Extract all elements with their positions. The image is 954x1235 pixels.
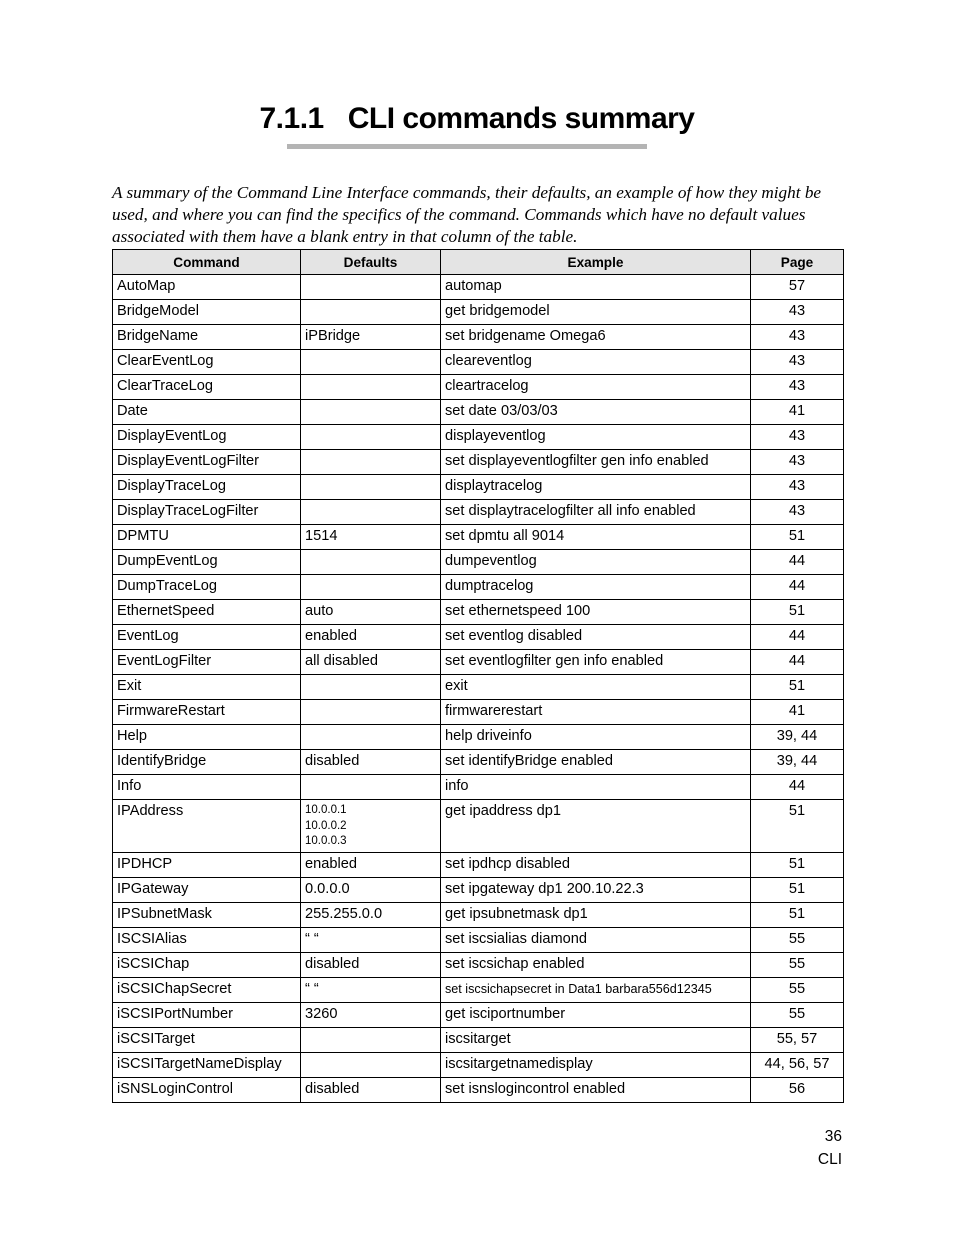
cell-defaults: all disabled bbox=[301, 650, 441, 675]
cell-example: set identifyBridge enabled bbox=[441, 750, 751, 775]
cell-command: BridgeModel bbox=[113, 300, 301, 325]
cell-page: 51 bbox=[751, 525, 844, 550]
cell-defaults bbox=[301, 575, 441, 600]
cell-defaults bbox=[301, 700, 441, 725]
table-row bbox=[113, 700, 844, 725]
cell-command: Info bbox=[113, 775, 301, 800]
cell-defaults bbox=[301, 475, 441, 500]
table-row bbox=[113, 475, 844, 500]
cell-defaults bbox=[301, 450, 441, 475]
cell-defaults bbox=[301, 800, 441, 853]
cell-defaults: enabled bbox=[301, 625, 441, 650]
cell-page: 41 bbox=[751, 400, 844, 425]
table-row bbox=[113, 1078, 844, 1103]
cli-commands-table bbox=[112, 249, 844, 1103]
cell-defaults: disabled bbox=[301, 953, 441, 978]
cell-command: Date bbox=[113, 400, 301, 425]
cell-page: 44 bbox=[751, 775, 844, 800]
table-row bbox=[113, 1028, 844, 1053]
cell-command: DPMTU bbox=[113, 525, 301, 550]
cell-command: IPDHCP bbox=[113, 853, 301, 878]
table-row bbox=[113, 450, 844, 475]
table-row bbox=[113, 903, 844, 928]
cell-example: iscsitarget bbox=[441, 1028, 751, 1053]
table-row bbox=[113, 600, 844, 625]
cell-example: set isnslogincontrol enabled bbox=[441, 1078, 751, 1103]
table-row bbox=[113, 1003, 844, 1028]
table-row bbox=[113, 275, 844, 300]
cell-defaults: disabled bbox=[301, 750, 441, 775]
defaults-line: 10.0.0.1 bbox=[305, 804, 347, 816]
heading-title: CLI commands summary bbox=[347, 102, 695, 135]
table-row bbox=[113, 928, 844, 953]
cell-example: set displaytracelogfilter all info enabled bbox=[441, 500, 751, 525]
cell-command: iSCSIChap bbox=[113, 953, 301, 978]
cell-example: get ipaddress dp1 bbox=[441, 800, 751, 853]
cell-command: DumpEventLog bbox=[113, 550, 301, 575]
cell-defaults bbox=[301, 725, 441, 750]
table-row bbox=[113, 525, 844, 550]
cell-defaults: auto bbox=[301, 600, 441, 625]
table-row bbox=[113, 800, 844, 853]
cell-command: iSNSLoginControl bbox=[113, 1078, 301, 1103]
cell-page: 39, 44 bbox=[751, 725, 844, 750]
cell-page: 55, 57 bbox=[751, 1028, 844, 1053]
cell-page: 51 bbox=[751, 878, 844, 903]
cell-command: ISCSIAlias bbox=[113, 928, 301, 953]
cell-defaults: “ “ bbox=[301, 928, 441, 953]
cell-example: set bridgename Omega6 bbox=[441, 325, 751, 350]
cell-defaults: 3260 bbox=[301, 1003, 441, 1028]
cell-example: set dpmtu all 9014 bbox=[441, 525, 751, 550]
table-row bbox=[113, 853, 844, 878]
cell-command: EventLog bbox=[113, 625, 301, 650]
cell-page: 51 bbox=[751, 600, 844, 625]
cell-example: set ipgateway dp1 200.10.22.3 bbox=[441, 878, 751, 903]
cell-defaults: 0.0.0.0 bbox=[301, 878, 441, 903]
cell-example: set eventlogfilter gen info enabled bbox=[441, 650, 751, 675]
cell-page: 55 bbox=[751, 1003, 844, 1028]
cell-command: ClearTraceLog bbox=[113, 375, 301, 400]
cell-page: 55 bbox=[751, 928, 844, 953]
cell-example: info bbox=[441, 775, 751, 800]
cell-command: AutoMap bbox=[113, 275, 301, 300]
cell-example: firmwarerestart bbox=[441, 700, 751, 725]
table-row bbox=[113, 300, 844, 325]
cell-command: DumpTraceLog bbox=[113, 575, 301, 600]
cell-page: 39, 44 bbox=[751, 750, 844, 775]
cell-defaults bbox=[301, 500, 441, 525]
cell-command: iSCSIChapSecret bbox=[113, 978, 301, 1003]
cell-example: displaytracelog bbox=[441, 475, 751, 500]
column-header-example: Example bbox=[441, 250, 751, 275]
cell-page: 56 bbox=[751, 1078, 844, 1103]
cell-command: iSCSITargetNameDisplay bbox=[113, 1053, 301, 1078]
cell-defaults bbox=[301, 300, 441, 325]
cell-command: FirmwareRestart bbox=[113, 700, 301, 725]
cell-defaults bbox=[301, 675, 441, 700]
table-row bbox=[113, 400, 844, 425]
column-header-page: Page bbox=[751, 250, 844, 275]
cell-page: 43 bbox=[751, 350, 844, 375]
cell-example: get isciportnumber bbox=[441, 1003, 751, 1028]
cell-command: DisplayEventLogFilter bbox=[113, 450, 301, 475]
table-row bbox=[113, 675, 844, 700]
page-heading bbox=[0, 102, 954, 136]
cell-defaults: 255.255.0.0 bbox=[301, 903, 441, 928]
cell-example: set eventlog disabled bbox=[441, 625, 751, 650]
table-row bbox=[113, 575, 844, 600]
column-header-defaults: Defaults bbox=[301, 250, 441, 275]
cell-example: exit bbox=[441, 675, 751, 700]
cell-defaults: 1514 bbox=[301, 525, 441, 550]
cell-example: set displayeventlogfilter gen info enabled bbox=[441, 450, 751, 475]
heading-underline bbox=[287, 144, 647, 149]
cell-example: cleareventlog bbox=[441, 350, 751, 375]
cell-page: 57 bbox=[751, 275, 844, 300]
table-row bbox=[113, 750, 844, 775]
table-row bbox=[113, 953, 844, 978]
table-row bbox=[113, 878, 844, 903]
cell-example: set ethernetspeed 100 bbox=[441, 600, 751, 625]
cell-defaults bbox=[301, 550, 441, 575]
page-footer bbox=[818, 1125, 842, 1171]
cell-defaults bbox=[301, 375, 441, 400]
cell-page: 44 bbox=[751, 550, 844, 575]
cell-defaults bbox=[301, 350, 441, 375]
table-row bbox=[113, 650, 844, 675]
table-row bbox=[113, 425, 844, 450]
cell-page: 44, 56, 57 bbox=[751, 1053, 844, 1078]
table-body bbox=[113, 275, 844, 1103]
cell-command: DisplayTraceLog bbox=[113, 475, 301, 500]
cell-page: 43 bbox=[751, 300, 844, 325]
cell-command: IPGateway bbox=[113, 878, 301, 903]
cell-example: cleartracelog bbox=[441, 375, 751, 400]
table-header-row bbox=[113, 250, 844, 275]
cell-example: get bridgemodel bbox=[441, 300, 751, 325]
table-row bbox=[113, 978, 844, 1003]
table-row bbox=[113, 625, 844, 650]
cell-example: set date 03/03/03 bbox=[441, 400, 751, 425]
cell-command: IPSubnetMask bbox=[113, 903, 301, 928]
cell-page: 51 bbox=[751, 675, 844, 700]
cell-defaults: disabled bbox=[301, 1078, 441, 1103]
cell-command: Help bbox=[113, 725, 301, 750]
heading-number: 7.1.1 bbox=[259, 102, 324, 135]
cell-command: BridgeName bbox=[113, 325, 301, 350]
cell-command: iSCSITarget bbox=[113, 1028, 301, 1053]
defaults-line: 10.0.0.2 bbox=[305, 819, 347, 832]
cell-example: iscsitargetnamedisplay bbox=[441, 1053, 751, 1078]
cell-defaults bbox=[301, 775, 441, 800]
cell-example: set iscsichap enabled bbox=[441, 953, 751, 978]
cell-command: DisplayEventLog bbox=[113, 425, 301, 450]
section-label: CLI bbox=[817, 1151, 842, 1168]
table-row bbox=[113, 1053, 844, 1078]
cell-page: 44 bbox=[751, 625, 844, 650]
cell-defaults bbox=[301, 400, 441, 425]
cell-page: 51 bbox=[751, 800, 844, 853]
cell-example: dumpeventlog bbox=[441, 550, 751, 575]
cell-command: DisplayTraceLogFilter bbox=[113, 500, 301, 525]
cell-command: EventLogFilter bbox=[113, 650, 301, 675]
cell-page: 43 bbox=[751, 475, 844, 500]
cell-example: set ipdhcp disabled bbox=[441, 853, 751, 878]
cell-example: get ipsubnetmask dp1 bbox=[441, 903, 751, 928]
cell-example: automap bbox=[441, 275, 751, 300]
cell-defaults bbox=[301, 425, 441, 450]
cell-command: Exit bbox=[113, 675, 301, 700]
table-row bbox=[113, 550, 844, 575]
cell-page: 55 bbox=[751, 978, 844, 1003]
cell-command: IPAddress bbox=[113, 800, 301, 853]
table-row bbox=[113, 725, 844, 750]
cell-example: dumptracelog bbox=[441, 575, 751, 600]
cell-page: 44 bbox=[751, 575, 844, 600]
cell-command: iSCSIPortNumber bbox=[113, 1003, 301, 1028]
cell-example: set iscsichapsecret in Data1 barbara556d12345 bbox=[441, 978, 751, 1003]
cell-page: 43 bbox=[751, 500, 844, 525]
cell-command: IdentifyBridge bbox=[113, 750, 301, 775]
cell-command: ClearEventLog bbox=[113, 350, 301, 375]
cell-page: 43 bbox=[751, 425, 844, 450]
column-header-command: Command bbox=[113, 250, 301, 275]
cell-page: 51 bbox=[751, 853, 844, 878]
cell-defaults bbox=[301, 1028, 441, 1053]
cell-example: help driveinfo bbox=[441, 725, 751, 750]
cell-page: 43 bbox=[751, 375, 844, 400]
table-row bbox=[113, 325, 844, 350]
cell-defaults: iPBridge bbox=[301, 325, 441, 350]
cell-example: displayeventlog bbox=[441, 425, 751, 450]
table-row bbox=[113, 775, 844, 800]
defaults-line: 10.0.0.3 bbox=[305, 835, 347, 847]
cell-defaults bbox=[301, 1053, 441, 1078]
intro-paragraph: A summary of the Command Line Interface commands, their defaults, an example of how they might be used, and where you can find the specifics of the command. Commands which have no default values associated with them have a blank entry in that column of the table. bbox=[112, 183, 822, 247]
table-row bbox=[113, 375, 844, 400]
cell-page: 44 bbox=[751, 650, 844, 675]
cell-page: 51 bbox=[751, 903, 844, 928]
cell-defaults: enabled bbox=[301, 853, 441, 878]
cell-page: 55 bbox=[751, 953, 844, 978]
cell-page: 43 bbox=[751, 450, 844, 475]
cell-page: 43 bbox=[751, 325, 844, 350]
table-row bbox=[113, 500, 844, 525]
cell-page: 41 bbox=[751, 700, 844, 725]
cell-defaults: “ “ bbox=[301, 978, 441, 1003]
cell-example: set iscsialias diamond bbox=[441, 928, 751, 953]
cell-command: EthernetSpeed bbox=[113, 600, 301, 625]
page-number: 36 bbox=[824, 1128, 842, 1145]
table-row bbox=[113, 350, 844, 375]
cell-defaults bbox=[301, 275, 441, 300]
